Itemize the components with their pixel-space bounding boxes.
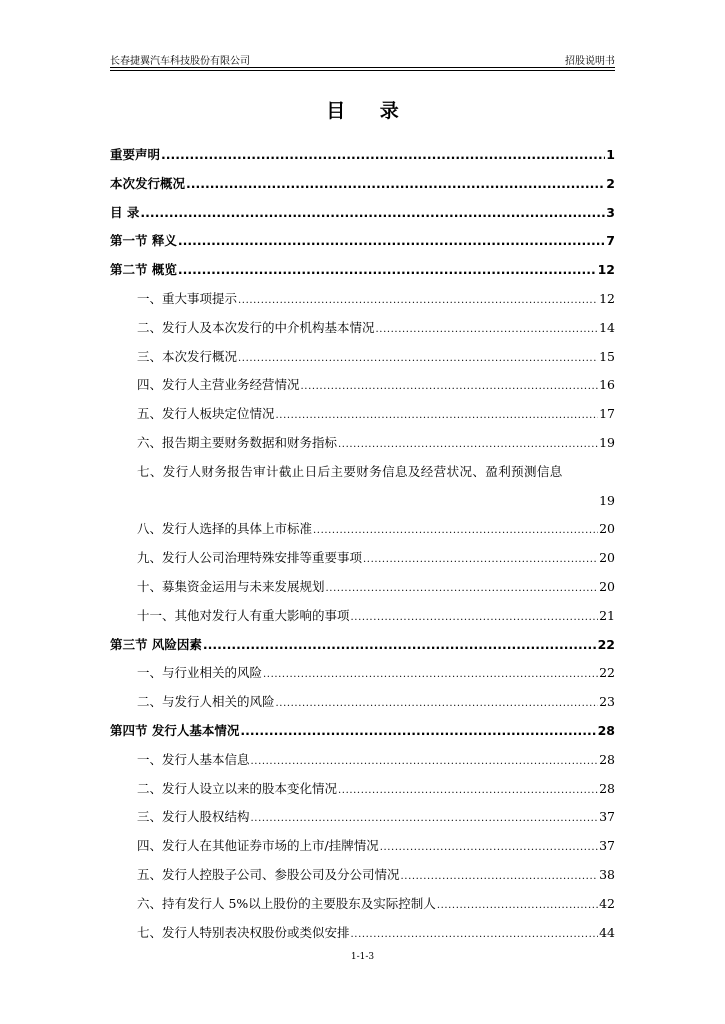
toc-entry-page: 44 xyxy=(599,924,615,940)
toc-section-entry[interactable] xyxy=(110,746,615,775)
toc-entry-label: 八、发行人选择的具体上市标准 xyxy=(137,521,313,537)
toc-entry-page: 20 xyxy=(599,578,615,594)
dot-leader xyxy=(238,343,598,374)
dot-leader xyxy=(338,429,598,460)
toc-entry-page: 21 xyxy=(599,607,615,623)
toc-entry-label: 第一节 释义 xyxy=(110,233,177,249)
toc-entry-page: 1 xyxy=(606,147,615,162)
toc-entry-page: 22 xyxy=(597,636,615,652)
toc-entry-label: 二、发行人设立以来的股本变化情况 xyxy=(137,780,338,796)
toc-entry-label: 本次发行概况 xyxy=(110,175,186,191)
dot-leader xyxy=(238,285,598,316)
toc-entry-page: 42 xyxy=(599,895,615,911)
toc-entry-page: 15 xyxy=(599,348,615,364)
toc-entry-page: 12 xyxy=(599,290,615,306)
toc-entry-label: 一、与行业相关的风险 xyxy=(137,665,263,681)
toc-entry-label: 二、与发行人相关的风险 xyxy=(137,694,275,710)
toc-entry-continuation xyxy=(137,487,615,516)
dot-leader xyxy=(203,631,597,660)
toc-entry-page: 20 xyxy=(599,521,615,537)
toc-entry-label: 三、发行人股权结构 xyxy=(137,809,250,825)
toc-section-entry[interactable] xyxy=(110,803,615,832)
dot-leader xyxy=(276,688,599,719)
dot-leader xyxy=(186,170,605,199)
dot-leader xyxy=(161,141,605,170)
toc-entry-page: 37 xyxy=(599,809,615,825)
page-header xyxy=(110,52,615,68)
toc-section-entry[interactable] xyxy=(110,890,615,919)
toc-entry-label: 三、本次发行概况 xyxy=(137,348,238,364)
dot-leader xyxy=(351,602,599,633)
toc-chapter-entry[interactable] xyxy=(110,170,615,199)
dot-leader xyxy=(301,371,599,402)
dot-leader xyxy=(380,832,598,863)
toc-chapter-entry[interactable] xyxy=(110,141,615,170)
toc-entry-label: 六、报告期主要财务数据和财务指标 xyxy=(137,434,338,450)
dot-leader xyxy=(326,573,599,604)
toc-entry-page: 38 xyxy=(599,866,615,882)
dot-leader xyxy=(251,746,599,777)
toc-entry-label: 第二节 概览 xyxy=(110,262,177,278)
dot-leader xyxy=(338,775,598,806)
toc-entry-page: 37 xyxy=(599,838,615,854)
toc-entry-page: 2 xyxy=(606,175,615,191)
toc-chapter-entry[interactable] xyxy=(110,717,615,746)
toc-entry-label: 十一、其他对发行人有重大影响的事项 xyxy=(137,607,350,623)
dot-leader xyxy=(240,717,596,746)
toc-entry-label: 第四节 发行人基本情况 xyxy=(110,722,240,738)
dot-leader xyxy=(276,400,599,431)
table-of-contents xyxy=(110,141,615,947)
dot-leader xyxy=(178,256,597,285)
toc-chapter-entry[interactable] xyxy=(110,631,615,660)
toc-section-entry[interactable] xyxy=(110,515,615,544)
toc-entry-page: 19 xyxy=(599,434,615,450)
toc-section-entry[interactable] xyxy=(110,314,615,343)
toc-entry-label: 二、发行人及本次发行的中介机构基本情况 xyxy=(137,319,375,335)
toc-entry-label: 重要声明 xyxy=(110,147,161,162)
dot-leader xyxy=(251,803,599,834)
dot-leader xyxy=(263,659,598,690)
header-document-type: 招股说明书 xyxy=(565,56,615,67)
toc-entry-page: 16 xyxy=(599,377,615,393)
toc-entry-label: 一、重大事项提示 xyxy=(137,290,238,306)
dot-leader xyxy=(351,919,599,950)
toc-entry-label: 七、发行人财务报告审计截止日后主要财务信息及经营状况、盈利预测信息 xyxy=(137,463,563,479)
toc-entry-label: 十、募集资金运用与未来发展规划 xyxy=(137,578,325,594)
toc-section-entry[interactable] xyxy=(110,688,615,717)
toc-entry-label: 一、发行人基本信息 xyxy=(137,751,250,767)
toc-entry-label: 五、发行人控股子公司、参股公司及分公司情况 xyxy=(137,866,400,882)
toc-entry-page: 23 xyxy=(599,694,615,710)
toc-section-entry[interactable] xyxy=(110,861,615,890)
header-divider xyxy=(110,67,615,71)
toc-section-entry[interactable] xyxy=(110,573,615,602)
toc-entry-page: 12 xyxy=(597,262,615,278)
toc-section-entry[interactable] xyxy=(110,544,615,573)
toc-section-entry[interactable] xyxy=(110,429,615,458)
page-title: 目 录 xyxy=(326,100,413,122)
toc-entry-label: 七、发行人特别表决权股份或类似安排 xyxy=(137,924,350,940)
dot-leader xyxy=(376,314,599,345)
toc-section-entry[interactable] xyxy=(110,400,615,429)
toc-entry-page: 28 xyxy=(597,722,615,738)
dot-leader xyxy=(401,861,599,892)
toc-entry-page: 22 xyxy=(599,665,615,681)
toc-entry-wrapped[interactable] xyxy=(110,458,615,516)
toc-section-entry[interactable] xyxy=(110,832,615,861)
toc-section-entry[interactable] xyxy=(110,775,615,804)
toc-entry-page: 20 xyxy=(599,550,615,566)
page-number: 1-1-3 xyxy=(350,952,375,962)
toc-section-entry[interactable] xyxy=(110,285,615,314)
dot-leader xyxy=(140,199,605,228)
toc-chapter-entry[interactable] xyxy=(110,227,615,256)
toc-chapter-entry[interactable] xyxy=(110,199,615,228)
toc-section-entry[interactable] xyxy=(110,602,615,631)
toc-section-entry[interactable] xyxy=(110,659,615,688)
toc-entry-page: 17 xyxy=(599,406,615,422)
toc-entry-page: 7 xyxy=(606,233,615,249)
toc-chapter-entry[interactable] xyxy=(110,256,615,285)
header-company-name: 长春捷翼汽车科技股份有限公司 xyxy=(110,56,250,67)
dot-leader xyxy=(313,515,598,546)
toc-entry-label: 四、发行人主营业务经营情况 xyxy=(137,377,300,393)
toc-entry-page: 28 xyxy=(599,780,615,796)
dot-leader xyxy=(178,227,605,256)
dot-leader xyxy=(363,544,598,575)
toc-entry-label: 五、发行人板块定位情况 xyxy=(137,406,275,422)
toc-section-entry[interactable] xyxy=(110,343,615,372)
toc-entry-page: 14 xyxy=(599,319,615,335)
toc-entry-label: 第三节 风险因素 xyxy=(110,636,202,652)
toc-entry-label: 四、发行人在其他证券市场的上市/挂牌情况 xyxy=(137,838,379,854)
toc-entry-label: 六、持有发行人 5%以上股份的主要股东及实际控制人 xyxy=(137,895,436,911)
toc-section-entry[interactable] xyxy=(110,371,615,400)
toc-entry-page: 3 xyxy=(606,204,615,220)
toc-entry-page: 19 xyxy=(599,492,615,508)
toc-entry-page: 28 xyxy=(599,751,615,767)
toc-section-entry[interactable] xyxy=(110,919,615,948)
dot-leader xyxy=(437,890,598,921)
toc-entry-label: 目 录 xyxy=(110,204,140,220)
toc-entry-label: 九、发行人公司治理特殊安排等重要事项 xyxy=(137,550,363,566)
